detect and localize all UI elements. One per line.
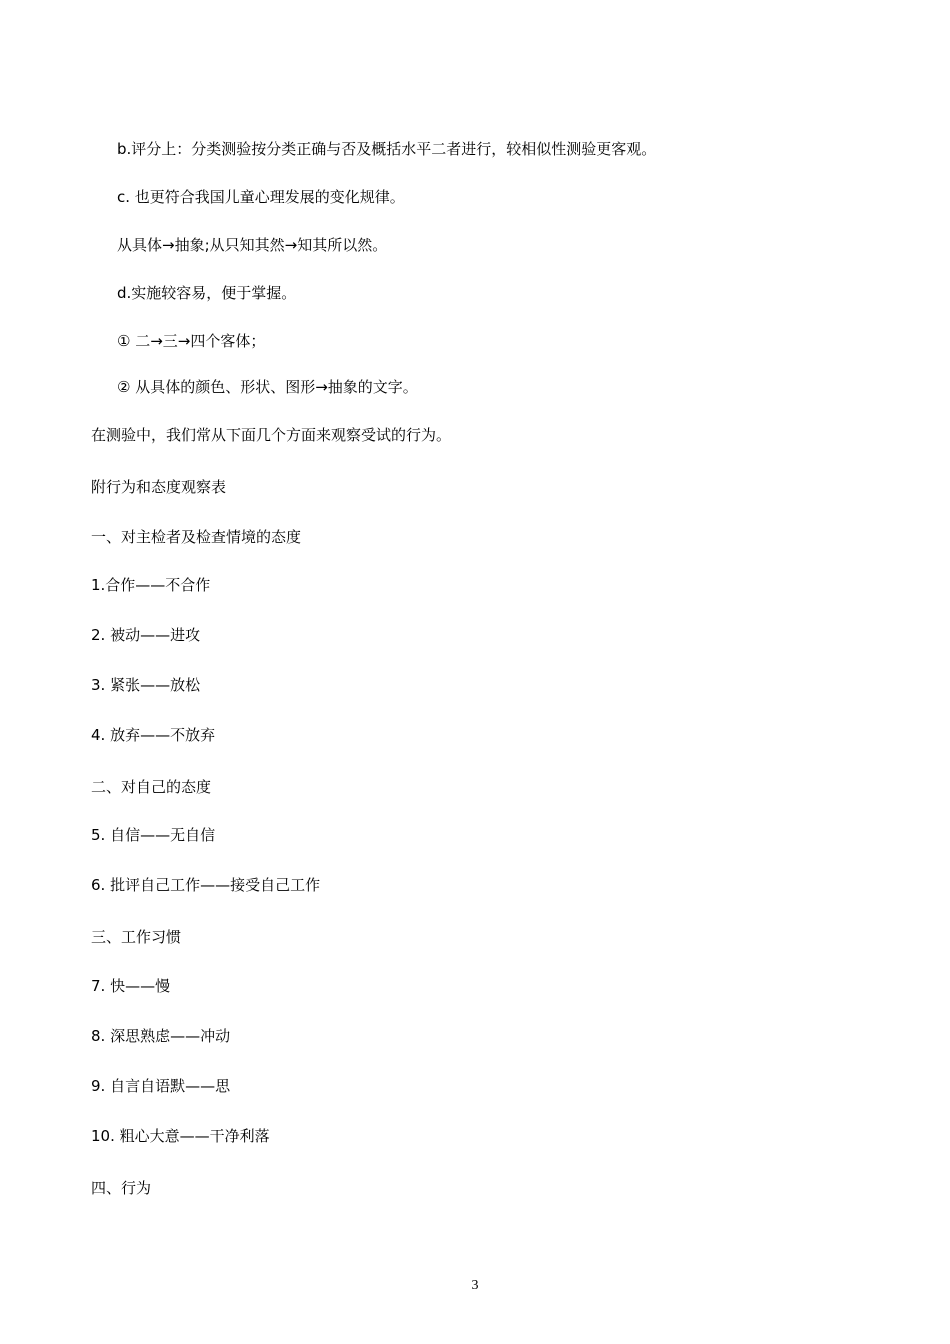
section-title-observation-table: 附行为和态度观察表 bbox=[91, 478, 227, 496]
list-item-10: 10. 粗心大意——干净利落 bbox=[91, 1127, 270, 1145]
list-item-6: 6. 批评自己工作——接受自己工作 bbox=[91, 876, 321, 894]
section-heading-2: 二、对自己的态度 bbox=[91, 778, 212, 796]
text-line-objects: ① 二→三→四个客体； bbox=[117, 332, 266, 350]
list-item-9: 9. 自言自语默——思 bbox=[91, 1077, 231, 1095]
text-line-c-development: c. 也更符合我国儿童心理发展的变化规律。 bbox=[117, 188, 405, 206]
section-heading-3: 三、工作习惯 bbox=[91, 928, 182, 946]
text-line-b-scoring: b.评分上：分类测验按分类正确与否及概括水平二者进行，较相似性测验更客观。 bbox=[117, 140, 657, 158]
text-line-d-easy: d.实施较容易，便于掌握。 bbox=[117, 284, 297, 302]
section-heading-4: 四、行为 bbox=[91, 1179, 152, 1197]
list-item-3: 3. 紧张——放松 bbox=[91, 676, 201, 694]
list-item-8: 8. 深思熟虑——冲动 bbox=[91, 1027, 231, 1045]
list-item-5: 5. 自信——无自信 bbox=[91, 826, 216, 844]
section-heading-1: 一、对主检者及检查情境的态度 bbox=[91, 528, 302, 546]
text-line-color-shape: ② 从具体的颜色、形状、图形→抽象的文字。 bbox=[117, 378, 418, 396]
text-line-observe-behavior: 在测验中，我们常从下面几个方面来观察受试的行为。 bbox=[91, 426, 452, 444]
list-item-4: 4. 放弃——不放弃 bbox=[91, 726, 216, 744]
page-number: 3 bbox=[471, 1278, 479, 1293]
list-item-2: 2. 被动——进攻 bbox=[91, 626, 201, 644]
text-line-concrete-abstract: 从具体→抽象;从只知其然→知其所以然。 bbox=[117, 236, 388, 254]
list-item-1: 1.合作——不合作 bbox=[91, 576, 211, 594]
list-item-7: 7. 快——慢 bbox=[91, 977, 171, 995]
